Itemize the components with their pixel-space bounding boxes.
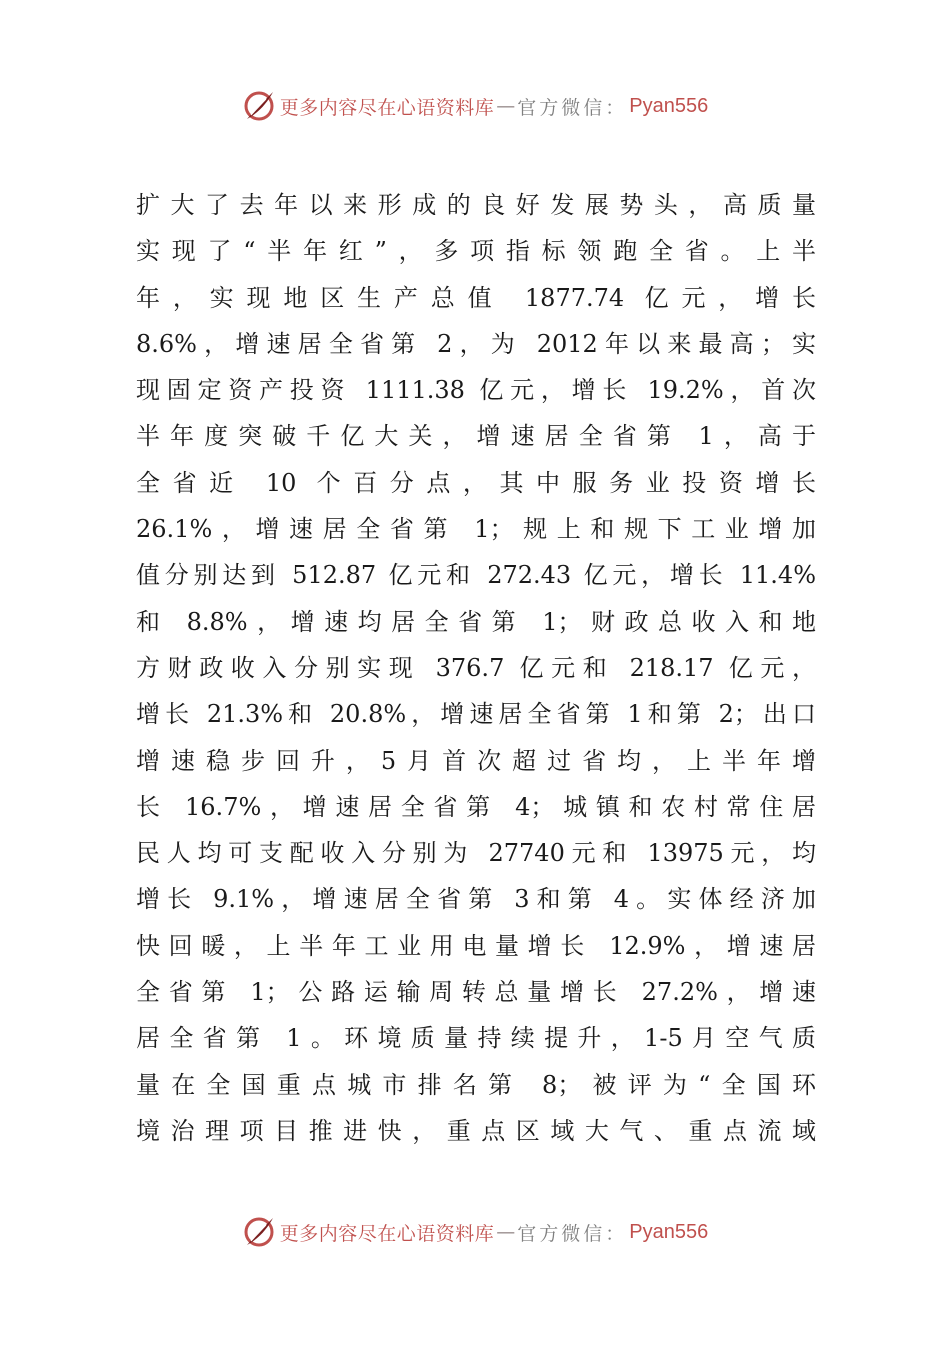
body-line: 增长 21.3%和 20.8%，增速居全省第 1和第 2；出口 xyxy=(136,700,816,729)
body-line: 半年度突破千亿大关，增速居全省第 1，高于 xyxy=(136,422,816,451)
footer-dash: — xyxy=(496,1221,516,1243)
header-wechat-label: 官方微信： xyxy=(517,96,628,119)
body-line: 长 16.7%，增速居全省第 4；城镇和农村常住居 xyxy=(136,792,816,821)
body-line: 26.1%，增速居全省第 1；规上和规下工业增加 xyxy=(136,515,816,544)
body-line: 快回暖，上半年工业用电量增长 12.9%，增速居 xyxy=(136,931,816,960)
document-body xyxy=(136,182,816,1154)
body-line: 增速稳步回升，5月首次超过省均，上半年增 xyxy=(136,746,816,775)
body-line: 年，实现地区生产总值 1877.74 亿元，增长 xyxy=(136,283,816,312)
footer-banner xyxy=(0,1212,950,1252)
body-line: 方财政收入分别实现 376.7 亿元和 218.17 亿元， xyxy=(136,653,816,682)
body-line: 居全省第 1。环境质量持续提升，1-5月空气质 xyxy=(136,1024,816,1053)
footer-wechat-id: Pyan556 xyxy=(629,1220,709,1243)
quill-logo-icon xyxy=(242,1215,276,1249)
body-line: 量在全国重点城市排名第 8；被评为“全国环 xyxy=(136,1070,816,1099)
body-line: 境治理项目推进快，重点区域大气、重点流域 xyxy=(136,1116,816,1145)
footer-brand-text: 更多内容尽在心语资料库 xyxy=(279,1222,495,1245)
body-line: 增长 9.1%，增速居全省第 3和第 4。实体经济加 xyxy=(136,885,816,914)
header-brand-text: 更多内容尽在心语资料库 xyxy=(279,96,495,119)
body-line: 扩大了去年以来形成的良好发展势头，高质量 xyxy=(136,191,816,219)
body-line: 实现了“半年红”，多项指标领跑全省。上半 xyxy=(136,237,816,266)
header-banner xyxy=(0,86,950,126)
body-line: 和 8.8%，增速均居全省第 1；财政总收入和地 xyxy=(136,607,816,636)
body-line: 全省近 10 个百分点，其中服务业投资增长 xyxy=(136,468,816,497)
body-line: 全省第 1；公路运输周转总量增长 27.2%，增速 xyxy=(136,978,816,1007)
footer-wechat-label: 官方微信： xyxy=(517,1222,628,1245)
body-line: 民人均可支配收入分别为 27740元和 13975元，均 xyxy=(136,839,816,868)
body-line: 8.6%，增速居全省第 2，为 2012年以来最高；实 xyxy=(136,329,816,358)
header-wechat-id: Pyan556 xyxy=(629,94,709,117)
body-line: 现固定资产投资 1111.38 亿元，增长 19.2%，首次 xyxy=(136,376,816,405)
header-dash: — xyxy=(496,95,516,117)
quill-logo-icon xyxy=(242,89,276,123)
body-line: 值分别达到 512.87 亿元和 272.43 亿元，增长 11.4% xyxy=(136,561,816,590)
